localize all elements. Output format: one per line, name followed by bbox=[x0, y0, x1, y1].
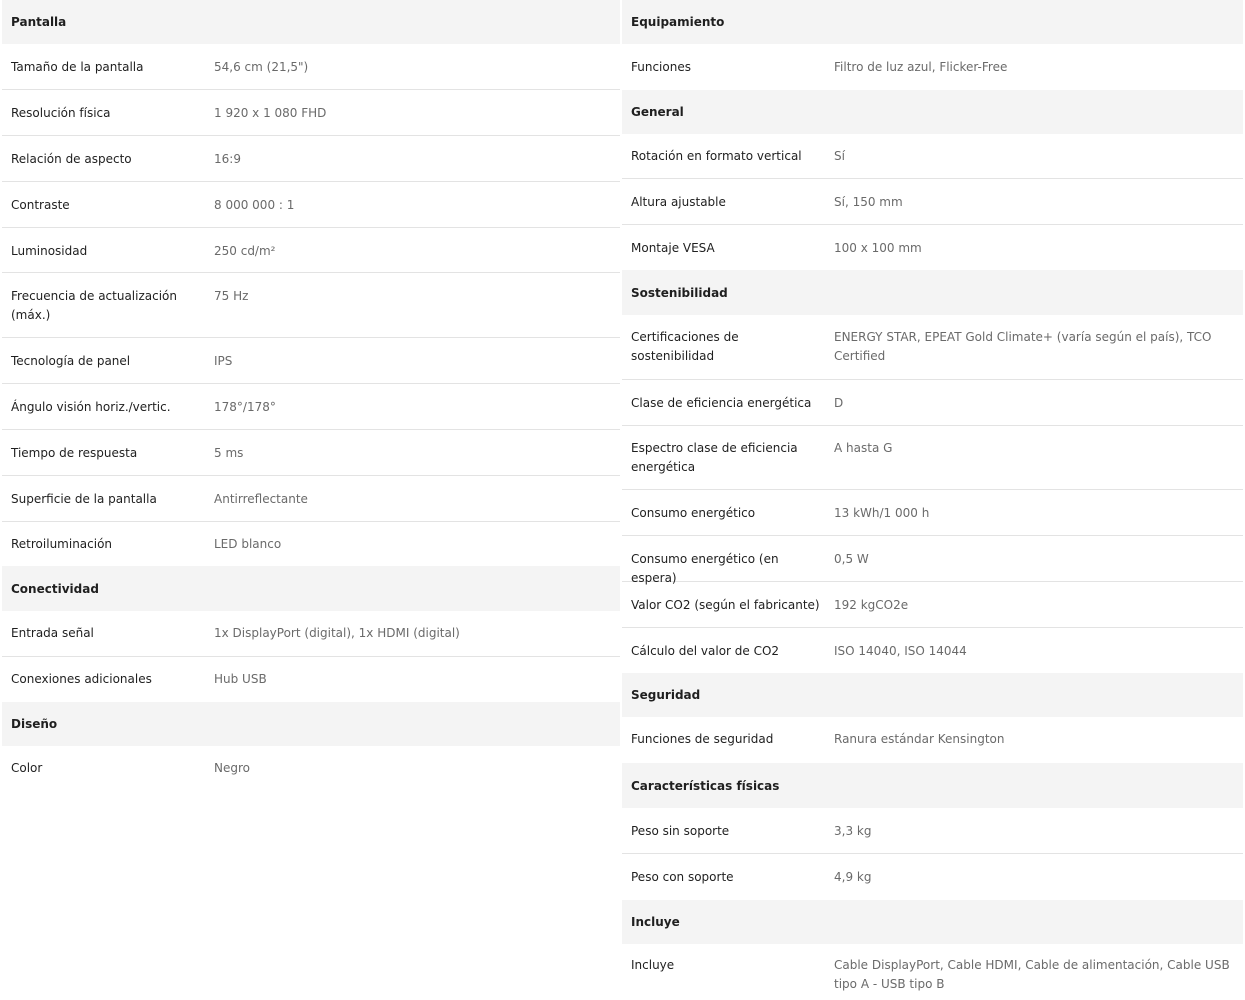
spec-row bbox=[622, 536, 1243, 585]
spec-value: Cable DisplayPort, Cable HDMI, Cable de alimentación, Cable USB tipo A - USB tipo B bbox=[834, 958, 1230, 991]
section-title: General bbox=[631, 105, 684, 119]
section-title: Conectividad bbox=[11, 581, 99, 596]
spec-label: Funciones de seguridad bbox=[631, 732, 774, 746]
spec-row bbox=[2, 273, 620, 338]
spec-column-right bbox=[622, 0, 1243, 998]
spec-label: Contraste bbox=[11, 198, 70, 212]
spec-row bbox=[622, 854, 1243, 900]
section-header-general bbox=[622, 90, 1243, 134]
spec-label: Entrada señal bbox=[11, 626, 94, 640]
spec-label: Color bbox=[11, 761, 43, 775]
section-header-seguridad bbox=[622, 673, 1243, 717]
spec-value: 16:9 bbox=[214, 152, 241, 166]
spec-label: Retroiluminación bbox=[11, 537, 113, 551]
spec-label: Valor CO2 (según el fabricante) bbox=[631, 598, 820, 612]
spec-row bbox=[622, 179, 1243, 225]
spec-label: Tiempo de respuesta bbox=[11, 446, 138, 460]
spec-row bbox=[622, 717, 1243, 763]
spec-value: ENERGY STAR, EPEAT Gold Climate+ (varía según el país), TCO Certified bbox=[834, 330, 1212, 363]
spec-value: Sí, 150 mm bbox=[834, 195, 903, 209]
section-title: Equipamiento bbox=[631, 15, 725, 29]
spec-value: Hub USB bbox=[214, 672, 267, 686]
spec-label: Rotación en formato vertical bbox=[631, 149, 802, 163]
spec-value: A hasta G bbox=[834, 441, 893, 455]
section-header-sostenibilidad bbox=[622, 270, 1243, 315]
spec-value: D bbox=[834, 396, 844, 410]
section-title: Seguridad bbox=[631, 688, 701, 702]
spec-value: 100 x 100 mm bbox=[834, 241, 922, 255]
spec-value: 5 ms bbox=[214, 446, 244, 460]
section-title: Pantalla bbox=[11, 15, 67, 29]
spec-row bbox=[2, 430, 620, 476]
section-header-caracteristicas-fisicas bbox=[622, 763, 1243, 808]
spec-row bbox=[2, 90, 620, 136]
spec-row bbox=[2, 384, 620, 430]
spec-label: Certificaciones de sostenibilidad bbox=[631, 330, 739, 363]
spec-row bbox=[2, 44, 620, 90]
spec-label: Cálculo del valor de CO2 bbox=[631, 644, 780, 658]
spec-value: IPS bbox=[214, 354, 233, 368]
spec-row bbox=[622, 628, 1243, 673]
spec-row bbox=[622, 426, 1243, 490]
spec-row bbox=[622, 582, 1243, 628]
spec-label: Tecnología de panel bbox=[11, 354, 131, 368]
section-header-incluye bbox=[622, 900, 1243, 944]
spec-label: Peso sin soporte bbox=[631, 824, 730, 838]
spec-label: Montaje VESA bbox=[631, 241, 715, 255]
section-title: Sostenibilidad bbox=[631, 285, 728, 300]
spec-label: Altura ajustable bbox=[631, 195, 726, 209]
section-title: Características físicas bbox=[631, 778, 780, 793]
spec-value: 0,5 W bbox=[834, 552, 869, 566]
spec-value: 4,9 kg bbox=[834, 870, 872, 884]
section-header-pantalla bbox=[2, 0, 620, 44]
spec-row bbox=[622, 380, 1243, 426]
spec-row bbox=[622, 44, 1243, 90]
spec-label: Relación de aspecto bbox=[11, 152, 132, 166]
spec-label: Funciones bbox=[631, 60, 691, 74]
spec-value: Antirreflectante bbox=[214, 492, 308, 506]
spec-row bbox=[622, 490, 1243, 536]
spec-row bbox=[2, 522, 620, 566]
section-title: Diseño bbox=[11, 717, 58, 731]
spec-value: Sí bbox=[834, 149, 845, 163]
spec-value: 1x DisplayPort (digital), 1x HDMI (digital) bbox=[214, 626, 460, 640]
spec-label: Tamaño de la pantalla bbox=[11, 60, 144, 74]
spec-value: 250 cd/m² bbox=[214, 244, 276, 258]
spec-row bbox=[2, 136, 620, 182]
spec-value: 54,6 cm (21,5") bbox=[214, 60, 309, 74]
spec-value: 3,3 kg bbox=[834, 824, 872, 838]
section-header-diseno bbox=[2, 702, 620, 746]
spec-row bbox=[2, 476, 620, 522]
spec-label: Espectro clase de eficiencia energética bbox=[631, 441, 798, 474]
spec-value: 13 kWh/1 000 h bbox=[834, 506, 930, 520]
spec-label: Conexiones adicionales bbox=[11, 672, 152, 686]
spec-value: LED blanco bbox=[214, 537, 282, 551]
spec-value: Ranura estándar Kensington bbox=[834, 732, 1005, 746]
spec-value: 8 000 000 : 1 bbox=[214, 198, 295, 212]
section-header-conectividad bbox=[2, 566, 620, 611]
spec-row bbox=[2, 611, 620, 657]
spec-value: Filtro de luz azul, Flicker-Free bbox=[834, 60, 1008, 74]
spec-row bbox=[2, 228, 620, 273]
spec-label: Frecuencia de actualización (máx.) bbox=[11, 289, 178, 322]
spec-label: Resolución física bbox=[11, 106, 111, 120]
spec-label: Ángulo visión horiz./vertic. bbox=[11, 400, 171, 414]
section-header-equipamiento bbox=[622, 0, 1243, 44]
spec-label: Clase de eficiencia energética bbox=[631, 396, 812, 410]
spec-row bbox=[622, 134, 1243, 179]
spec-row bbox=[622, 808, 1243, 854]
spec-row bbox=[622, 315, 1243, 380]
spec-row bbox=[2, 746, 620, 792]
spec-column-left bbox=[2, 0, 620, 792]
spec-row bbox=[2, 338, 620, 384]
spec-label: Superficie de la pantalla bbox=[11, 492, 157, 506]
spec-row bbox=[622, 225, 1243, 270]
spec-value: 192 kgCO2e bbox=[834, 598, 909, 612]
spec-value: Negro bbox=[214, 761, 250, 775]
spec-value: 1 920 x 1 080 FHD bbox=[214, 106, 327, 120]
spec-label: Peso con soporte bbox=[631, 870, 734, 884]
spec-value: 178°/178° bbox=[214, 400, 276, 414]
spec-label: Incluye bbox=[631, 958, 675, 972]
spec-label: Luminosidad bbox=[11, 244, 88, 258]
spec-value: ISO 14040, ISO 14044 bbox=[834, 644, 967, 658]
spec-row bbox=[2, 182, 620, 228]
spec-value: 75 Hz bbox=[214, 289, 249, 303]
spec-label: Consumo energético bbox=[631, 506, 756, 520]
spec-row bbox=[2, 657, 620, 702]
section-title: Incluye bbox=[631, 915, 680, 929]
spec-label: Consumo energético (en espera) bbox=[631, 552, 779, 585]
spec-row bbox=[622, 944, 1243, 998]
